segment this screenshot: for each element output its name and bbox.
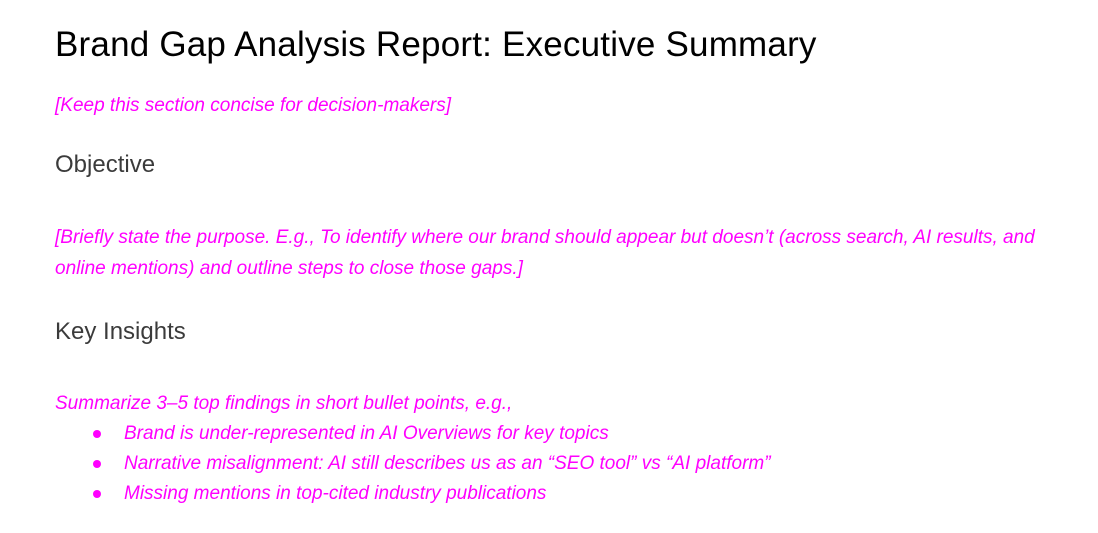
bullet-dot-icon <box>93 460 101 468</box>
list-item <box>124 479 1076 509</box>
list-item-text: Brand is under-represented in AI Overviews for key topics <box>124 423 609 444</box>
list-item-text: Missing mentions in top-cited industry publications <box>124 483 547 504</box>
bullet-dot-icon <box>93 430 101 438</box>
intro-placeholder-note: [Keep this section concise for decision-makers] <box>55 95 452 116</box>
objective-placeholder-text: [Briefly state the purpose. E.g., To identify where our brand should appear but doesn’t (across search, AI results, and online mentions) and outline steps to close those gaps.] <box>55 227 1035 279</box>
bullet-dot-icon <box>93 490 101 498</box>
list-item-text: Narrative misalignment: AI still describes us as an “SEO tool” vs “AI platform” <box>124 453 771 474</box>
key-insights-placeholder-text: Summarize 3–5 top findings in short bullet points, e.g., <box>55 393 513 414</box>
list-item <box>124 419 1076 449</box>
section-heading-key-insights: Key Insights <box>55 318 186 345</box>
list-item <box>124 449 1076 479</box>
key-insights-bullet-list <box>55 419 1076 509</box>
document-title: Brand Gap Analysis Report: Executive Summary <box>55 25 817 64</box>
section-heading-objective: Objective <box>55 151 156 178</box>
